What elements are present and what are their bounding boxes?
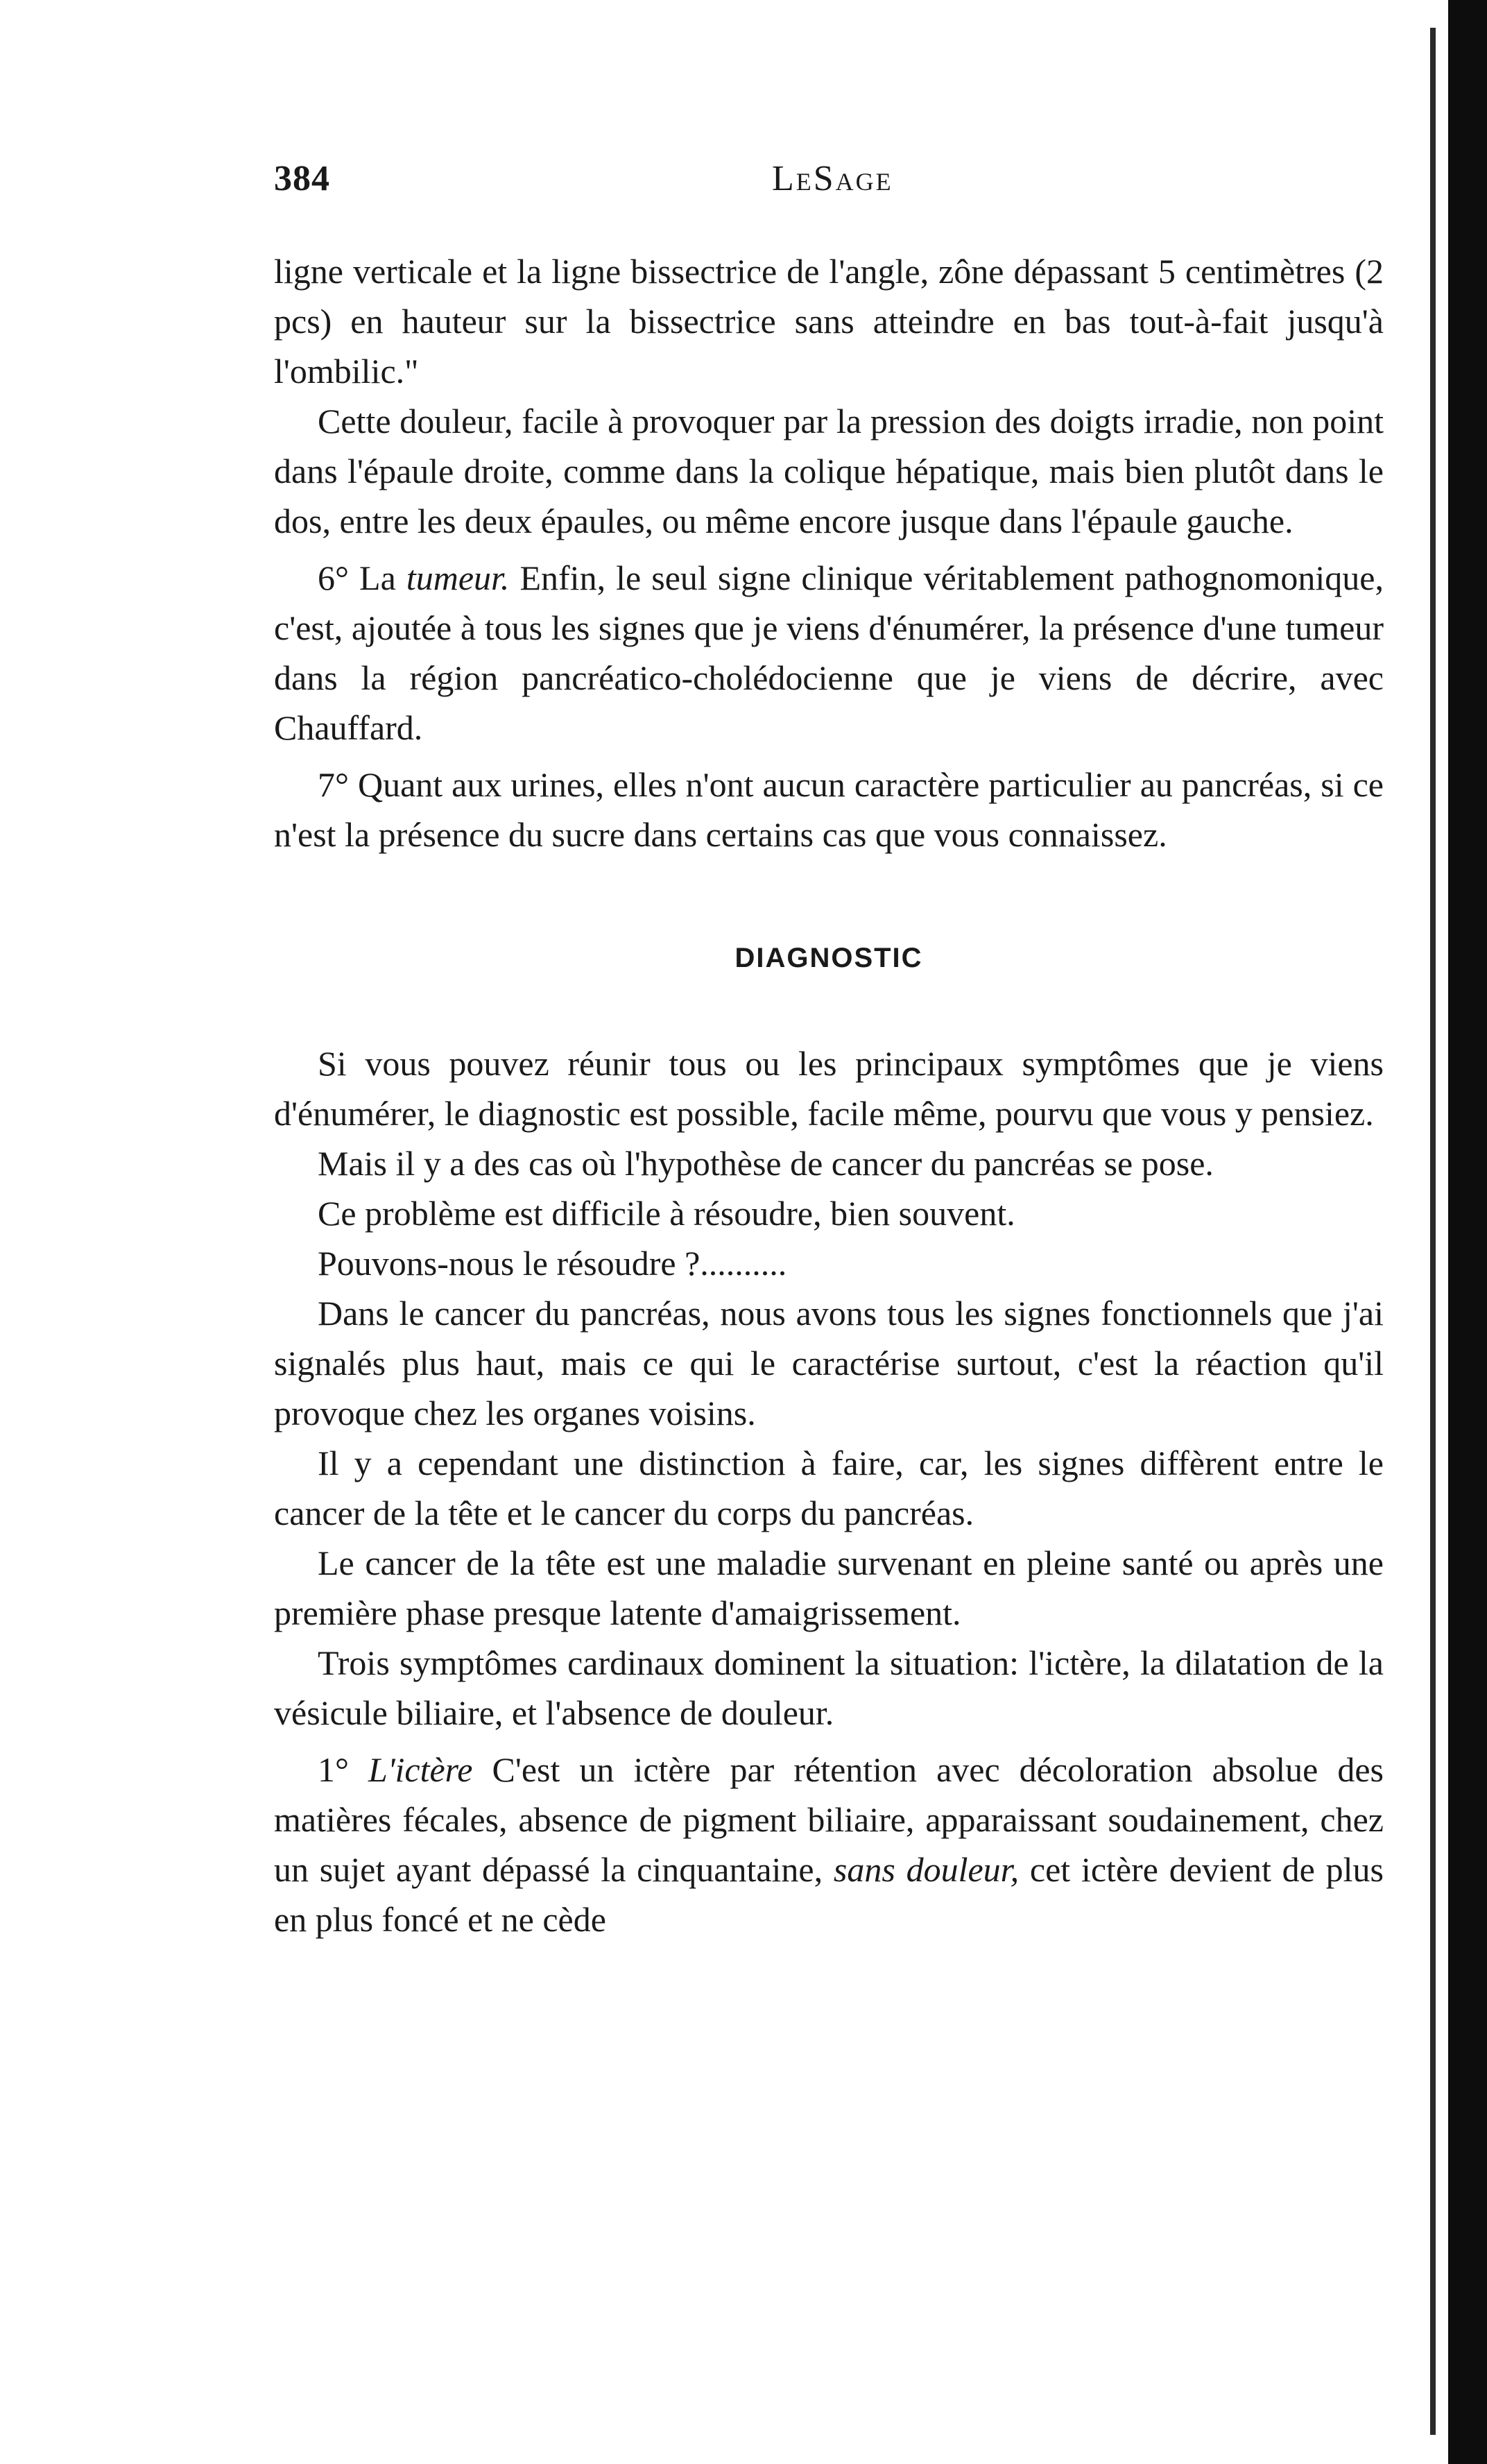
ictere-italic: L'ictère [368,1750,473,1789]
paragraph-ictere [274,1745,1384,1944]
body-text [274,246,1384,2397]
paragraph-continuation: ligne verticale et la ligne bissectrice de l'angle, zône dépassant 5 centimètres (2 pcs) en hauteur sur la bissectrice sans atteindre en bas tout-à-fait jusqu'à l'ombilic." [274,252,1384,391]
ictere-lead: 1° [318,1750,369,1789]
tumeur-text: Enfin, le seul signe clinique véritablement pathognomonique, c'est, ajoutée à tous les signes que je viens d'énumérer, la présence d'une tumeur dans la région pancréatico-cholédocienne que je viens de décrire, avec Chauffard. [274,558,1384,747]
ictere-italic-sans-douleur: sans douleur, [833,1850,1020,1889]
tumeur-lead: 6° La [318,558,406,597]
paragraph-probleme: Ce problème est difficile à résoudre, bien souvent. [318,1194,1015,1233]
paragraph-question: Pouvons-nous le résoudre ?.......... [318,1244,787,1283]
paragraph-urines: 7° Quant aux urines, elles n'ont aucun caractère particulier au pancréas, si ce n'est la présence du sucre dans certains cas que vous connaissez. [274,765,1384,854]
paragraph-signes: Dans le cancer du pancréas, nous avons tous les signes fonctionnels que j'ai signalés plus haut, mais ce qui le caractérise surtout, c'est la réaction qu'il provoque chez les organes voisins. [274,1294,1384,1432]
running-head: LeSage [772,159,893,198]
tumeur-italic: tumeur. [406,558,510,597]
paragraph-douleur: Cette douleur, facile à provoquer par la pression des doigts irradie, non point dans l'épaule droite, comme dans la colique hépatique, mais bien plutôt dans le dos, entre les deux épaules, ou même encore jusque dans l'épaule gauche. [274,402,1384,540]
section-heading: DIAGNOSTIC [734,943,923,973]
paragraph-tumeur [274,553,1384,753]
ictere-text-end: cet ictère devient de plus en plus foncé et ne cède [274,1850,1384,1939]
binding-shadow [1430,28,1436,2435]
ictere-text: C'est un ictère par rétention avec décoloration absolue des matières fécales, absence de pigment biliaire, apparaissant soudainement, chez un sujet ayant dépassé la cinquantaine, [274,1750,1384,1889]
paragraph-symptomes: Trois symptômes cardinaux dominent la situation: l'ictère, la dilatation de la vésicule biliaire, et l'absence de douleur. [274,1643,1384,1732]
paragraph-cancer-tete: Le cancer de la tête est une maladie survenant en pleine santé ou après une première phase presque latente d'amaigrissement. [274,1543,1384,1632]
page-header [274,158,1384,207]
paragraph-hypothese: Mais il y a des cas où l'hypothèse de cancer du pancréas se pose. [318,1144,1214,1183]
page-edge [1448,0,1487,2464]
paragraph-distinction: Il y a cependant une distinction à faire, car, les signes diffèrent entre le cancer de la tête et le cancer du corps du pancréas. [274,1444,1384,1532]
page-number: 384 [274,159,330,198]
paragraph-diagnostic-intro: Si vous pouvez réunir tous ou les principaux symptômes que je viens d'énumérer, le diagnostic est possible, facile même, pourvu que vous y pensiez. [274,1044,1384,1133]
